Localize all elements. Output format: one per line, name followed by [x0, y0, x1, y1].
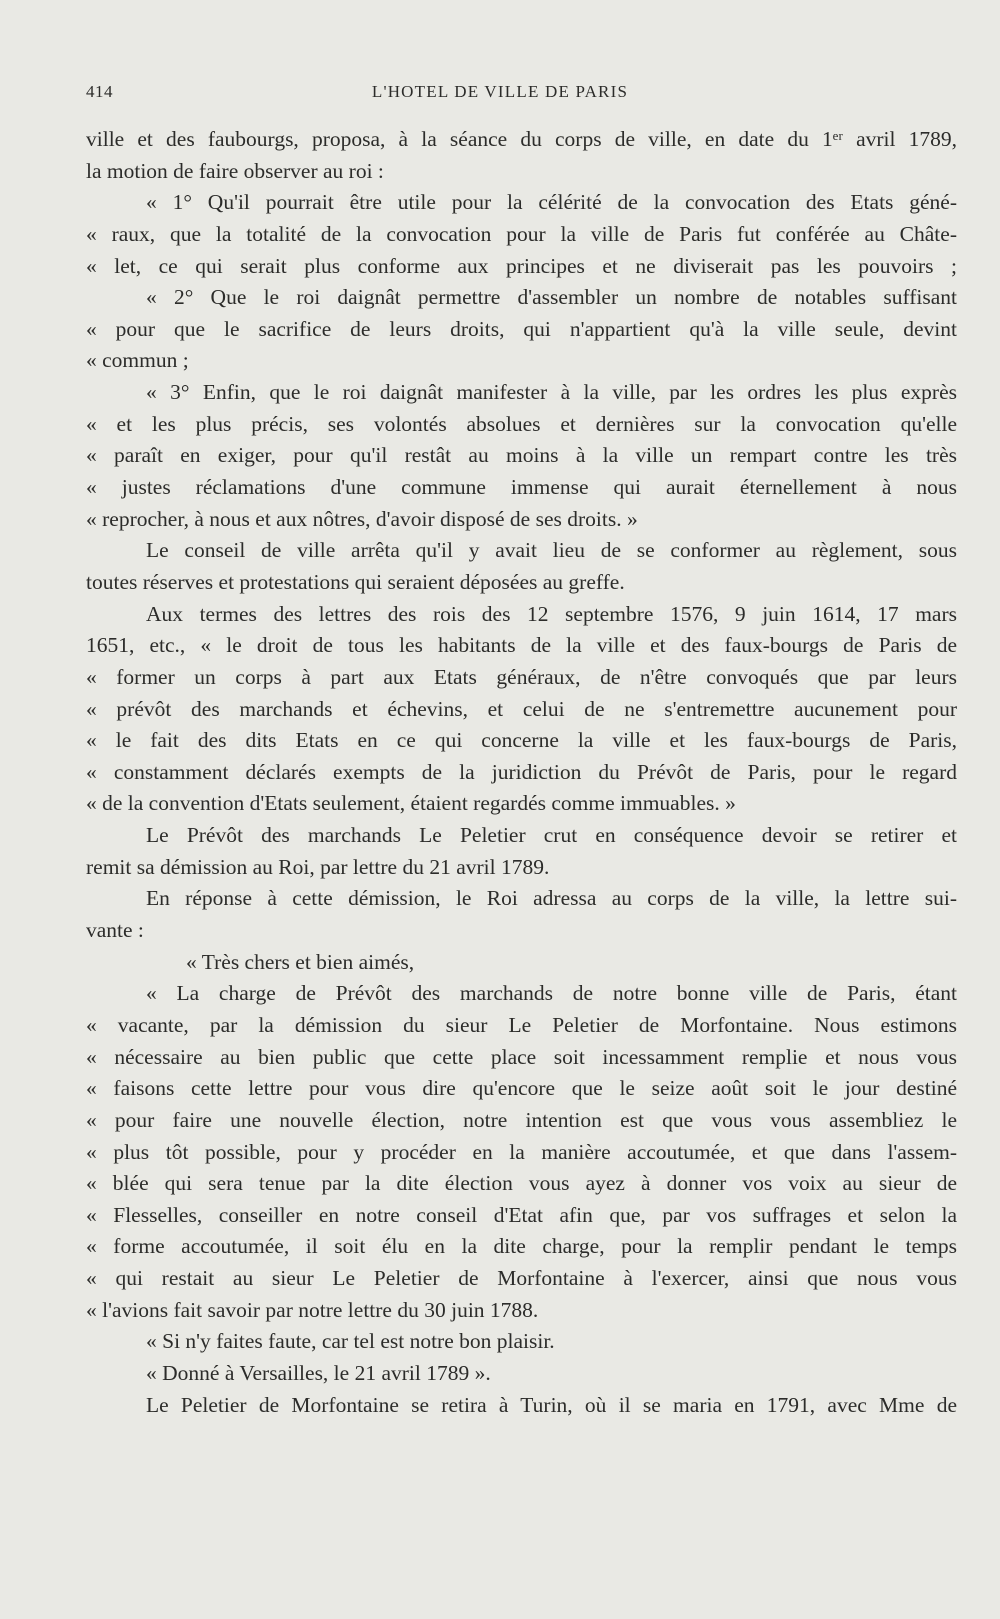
text-line: la motion de faire observer au roi :	[86, 158, 384, 183]
text-line: « Donné à Versailles, le 21 avril 1789 ».	[146, 1360, 491, 1385]
text-line: « qui restait au sieur Le Peletier de Morfontaine à l'exercer, ainsi que nous vous	[86, 1266, 957, 1291]
text-line: « faisons cette lettre pour vous dire qu'encore que le seize août soit le jour destiné	[86, 1076, 957, 1101]
text-line: vante :	[86, 918, 144, 943]
text-line: Le Prévôt des marchands Le Peletier crut en conséquence devoir se retirer et	[146, 823, 957, 848]
text-line: Le Peletier de Morfontaine se retira à Turin, où il se maria en 1791, avec Mme de	[146, 1392, 957, 1417]
text-line: En réponse à cette démission, le Roi adressa au corps de la ville, la lettre sui-	[146, 886, 957, 911]
text-line: remit sa démission au Roi, par lettre du 21 avril 1789.	[86, 854, 550, 879]
text-line: toutes réserves et protestations qui seraient déposées au greffe.	[86, 569, 625, 594]
text-line: « former un corps à part aux Etats généraux, de n'être convoqués que par leurs	[86, 664, 957, 689]
body-text	[86, 124, 957, 1421]
text-line: « Flesselles, conseiller en notre conseil d'Etat afin que, par vos suffrages et selon la	[86, 1202, 957, 1227]
text-line: ville et des faubourgs, proposa, à la séance du corps de ville, en date du 1ᵉʳ avril 1789,	[86, 127, 957, 151]
text-line: « justes réclamations d'une commune immense qui aurait éternellement à nous	[86, 475, 957, 500]
text-line: « vacante, par la démission du sieur Le Peletier de Morfontaine. Nous estimons	[86, 1012, 957, 1037]
text-line: 1651, etc., « le droit de tous les habitants de la ville et des faux-bourgs de Paris de	[86, 633, 957, 658]
page-header	[0, 82, 1000, 112]
text-line: « La charge de Prévôt des marchands de notre bonne ville de Paris, étant	[146, 981, 957, 1006]
text-line: « Si n'y faites faute, car tel est notre bon plaisir.	[146, 1329, 555, 1354]
text-line: « blée qui sera tenue par la dite élection vous ayez à donner vos voix au sieur de	[86, 1171, 957, 1196]
text-line: « let, ce qui serait plus conforme aux principes et ne diviserait pas les pouvoirs ;	[86, 253, 957, 278]
text-line: « reprocher, à nous et aux nôtres, d'avoir disposé de ses droits. »	[86, 506, 638, 531]
text-line: « forme accoutumée, il soit élu en la dite charge, pour la remplir pendant le temps	[86, 1234, 957, 1259]
text-line: « 1° Qu'il pourrait être utile pour la célérité de la convocation des Etats géné-	[146, 190, 957, 215]
running-head: L'HOTEL DE VILLE DE PARIS	[371, 82, 629, 101]
text-line: « nécessaire au bien public que cette place soit incessamment remplie et nous vous	[86, 1044, 957, 1069]
text-line: Aux termes des lettres des rois des 12 septembre 1576, 9 juin 1614, 17 mars	[146, 601, 957, 626]
text-line: « Très chers et bien aimés,	[186, 949, 415, 974]
text-line: « 3° Enfin, que le roi daignât manifester à la ville, par les ordres les plus exprès	[146, 380, 957, 405]
text-line: « commun ;	[86, 348, 189, 373]
text-line: « l'avions fait savoir par notre lettre du 30 juin 1788.	[86, 1297, 539, 1322]
page-number: 414	[86, 82, 113, 101]
text-line: « le fait des dits Etats en ce qui concerne la ville et les faux-bourgs de Paris,	[86, 728, 957, 753]
text-line: « 2° Que le roi daignât permettre d'assembler un nombre de notables suffisant	[146, 285, 957, 310]
text-line: « plus tôt possible, pour y procéder en la manière accoutumée, et que dans l'assem-	[86, 1139, 957, 1164]
text-line: « paraît en exiger, pour qu'il restât au moins à la ville un rempart contre les très	[86, 443, 957, 468]
text-line: « prévôt des marchands et échevins, et celui de ne s'entremettre aucunement pour	[86, 696, 957, 721]
text-line: « et les plus précis, ses volontés absolues et dernières sur la convocation qu'elle	[86, 411, 957, 436]
text-line: « raux, que la totalité de la convocation pour la ville de Paris fut conférée au Châte-	[86, 221, 957, 246]
text-line: « de la convention d'Etats seulement, étaient regardés comme immuables. »	[86, 791, 736, 816]
text-line: « constamment déclarés exempts de la juridiction du Prévôt de Paris, pour le regard	[86, 759, 957, 784]
text-line: « pour faire une nouvelle élection, notre intention est que vous vous assembliez le	[86, 1107, 957, 1132]
text-line: Le conseil de ville arrêta qu'il y avait lieu de se conformer au règlement, sous	[146, 538, 957, 563]
text-line: « pour que le sacrifice de leurs droits, qui n'appartient qu'à la ville seule, devint	[86, 316, 957, 341]
